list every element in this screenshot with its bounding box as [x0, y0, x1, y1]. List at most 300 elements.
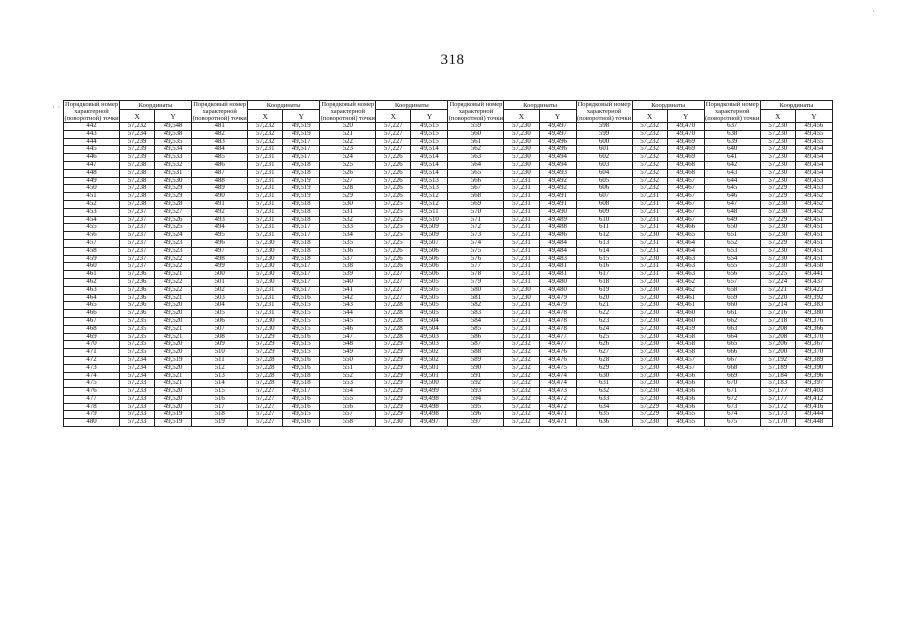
point-number-cell: 634: [576, 403, 632, 411]
x-coordinate-cell: 57,173: [760, 411, 795, 419]
point-number-cell: 635: [576, 411, 632, 419]
x-coordinate-cell: 57,230: [760, 123, 795, 131]
x-coordinate-cell: 57,226: [376, 161, 411, 169]
y-coordinate-cell: 49,501: [411, 364, 448, 372]
x-coordinate-cell: 57,230: [504, 154, 539, 162]
y-coordinate-cell: 49,467: [667, 185, 704, 193]
y-coordinate-cell: 49,473: [539, 388, 576, 396]
point-number-cell: 524: [320, 154, 376, 162]
y-coordinate-cell: 49,521: [155, 271, 192, 279]
y-coordinate-cell: 49,496: [539, 138, 576, 146]
y-coordinate-cell: 49,509: [411, 232, 448, 240]
table-row: [64, 302, 833, 310]
y-coordinate-cell: 49,521: [155, 294, 192, 302]
point-number-cell: 670: [704, 380, 760, 388]
y-coordinate-cell: 49,503: [411, 333, 448, 341]
header-y: Y: [795, 110, 832, 123]
y-coordinate-cell: 49,461: [667, 302, 704, 310]
y-coordinate-cell: 49,520: [155, 317, 192, 325]
y-coordinate-cell: 49,515: [411, 130, 448, 138]
y-coordinate-cell: 49,459: [667, 325, 704, 333]
point-number-cell: 545: [320, 317, 376, 325]
table-row: [64, 130, 833, 138]
x-coordinate-cell: 57,230: [760, 200, 795, 208]
y-coordinate-cell: 49,516: [283, 419, 320, 427]
y-coordinate-cell: 49,500: [411, 380, 448, 388]
y-coordinate-cell: 49,512: [411, 193, 448, 201]
point-number-cell: 661: [704, 310, 760, 318]
x-coordinate-cell: 57,239: [120, 154, 155, 162]
x-coordinate-cell: 57,227: [248, 395, 283, 403]
table-row: [64, 278, 833, 286]
y-coordinate-cell: 49,455: [795, 130, 832, 138]
point-number-cell: 569: [448, 200, 504, 208]
point-number-cell: 555: [320, 395, 376, 403]
table-row: [64, 146, 833, 154]
x-coordinate-cell: 57,231: [632, 200, 667, 208]
y-coordinate-cell: 49,515: [283, 310, 320, 318]
point-number-cell: 597: [448, 419, 504, 427]
point-number-cell: 536: [320, 247, 376, 255]
point-number-cell: 662: [704, 317, 760, 325]
x-coordinate-cell: 57,229: [376, 349, 411, 357]
table-row: [64, 317, 833, 325]
page-number: 318: [440, 52, 465, 68]
x-coordinate-cell: 57,234: [120, 356, 155, 364]
y-coordinate-cell: 49,530: [155, 177, 192, 185]
y-coordinate-cell: 49,515: [283, 341, 320, 349]
x-coordinate-cell: 57,225: [376, 239, 411, 247]
point-number-cell: 471: [64, 349, 120, 357]
point-number-cell: 607: [576, 193, 632, 201]
x-coordinate-cell: 57,229: [376, 411, 411, 419]
point-number-cell: 605: [576, 177, 632, 185]
point-number-cell: 482: [192, 130, 248, 138]
point-number-cell: 500: [192, 271, 248, 279]
x-coordinate-cell: 57,227: [376, 294, 411, 302]
point-number-cell: 561: [448, 138, 504, 146]
point-number-cell: 587: [448, 341, 504, 349]
point-number-cell: 467: [64, 317, 120, 325]
y-coordinate-cell: 49,517: [283, 224, 320, 232]
x-coordinate-cell: 57,231: [248, 294, 283, 302]
y-coordinate-cell: 49,498: [411, 403, 448, 411]
point-number-cell: 508: [192, 333, 248, 341]
y-coordinate-cell: 49,483: [539, 255, 576, 263]
point-number-cell: 516: [192, 395, 248, 403]
point-number-cell: 554: [320, 388, 376, 396]
y-coordinate-cell: 49,523: [155, 247, 192, 255]
point-number-cell: 476: [64, 388, 120, 396]
x-coordinate-cell: 57,230: [632, 278, 667, 286]
y-coordinate-cell: 49,452: [795, 193, 832, 201]
point-number-cell: 601: [576, 146, 632, 154]
x-coordinate-cell: 57,236: [120, 286, 155, 294]
y-coordinate-cell: 49,515: [411, 138, 448, 146]
point-number-cell: 576: [448, 255, 504, 263]
x-coordinate-cell: 57,230: [248, 255, 283, 263]
point-number-cell: 573: [448, 232, 504, 240]
y-coordinate-cell: 49,476: [539, 349, 576, 357]
point-number-cell: 613: [576, 239, 632, 247]
x-coordinate-cell: 57,226: [376, 185, 411, 193]
x-coordinate-cell: 57,230: [504, 130, 539, 138]
y-coordinate-cell: 49,531: [155, 169, 192, 177]
y-coordinate-cell: 49,501: [411, 372, 448, 380]
x-coordinate-cell: 57,230: [504, 286, 539, 294]
y-coordinate-cell: 49,471: [539, 411, 576, 419]
point-number-cell: 450: [64, 185, 120, 193]
y-coordinate-cell: 49,441: [795, 271, 832, 279]
y-coordinate-cell: 49,504: [411, 325, 448, 333]
header-y: Y: [155, 110, 192, 123]
y-coordinate-cell: 49,517: [283, 388, 320, 396]
point-number-cell: 534: [320, 232, 376, 240]
table-row: [64, 395, 833, 403]
x-coordinate-cell: 57,231: [248, 302, 283, 310]
point-number-cell: 600: [576, 138, 632, 146]
y-coordinate-cell: 49,520: [155, 403, 192, 411]
point-number-cell: 590: [448, 364, 504, 372]
x-coordinate-cell: 57,230: [760, 247, 795, 255]
header-y: Y: [283, 110, 320, 123]
y-coordinate-cell: 49,486: [539, 232, 576, 240]
x-coordinate-cell: 57,230: [760, 130, 795, 138]
x-coordinate-cell: 57,226: [376, 177, 411, 185]
point-number-cell: 644: [704, 177, 760, 185]
point-number-cell: 657: [704, 278, 760, 286]
y-coordinate-cell: 49,370: [795, 349, 832, 357]
x-coordinate-cell: 57,232: [120, 123, 155, 131]
y-coordinate-cell: 49,520: [155, 349, 192, 357]
point-number-cell: 579: [448, 278, 504, 286]
x-coordinate-cell: 57,226: [376, 263, 411, 271]
y-coordinate-cell: 49,456: [795, 123, 832, 131]
x-coordinate-cell: 57,238: [120, 185, 155, 193]
y-coordinate-cell: 49,453: [795, 177, 832, 185]
y-coordinate-cell: 49,469: [667, 146, 704, 154]
point-number-cell: 594: [448, 395, 504, 403]
point-number-cell: 518: [192, 411, 248, 419]
x-coordinate-cell: 57,230: [248, 263, 283, 271]
point-number-cell: 538: [320, 263, 376, 271]
x-coordinate-cell: 57,231: [248, 216, 283, 224]
x-coordinate-cell: 57,230: [760, 232, 795, 240]
x-coordinate-cell: 57,226: [376, 169, 411, 177]
header-coordinates: Координаты: [760, 101, 832, 110]
point-number-cell: 489: [192, 185, 248, 193]
y-coordinate-cell: 49,463: [667, 255, 704, 263]
x-coordinate-cell: 57,231: [504, 177, 539, 185]
y-coordinate-cell: 49,496: [539, 146, 576, 154]
point-number-cell: 649: [704, 216, 760, 224]
point-number-cell: 616: [576, 263, 632, 271]
x-coordinate-cell: 57,231: [504, 278, 539, 286]
x-coordinate-cell: 57,232: [504, 364, 539, 372]
x-coordinate-cell: 57,231: [504, 302, 539, 310]
point-number-cell: 640: [704, 146, 760, 154]
y-coordinate-cell: 49,463: [667, 263, 704, 271]
table-row: [64, 411, 833, 419]
y-coordinate-cell: 49,509: [411, 224, 448, 232]
y-coordinate-cell: 49,458: [667, 341, 704, 349]
header-point-number: Порядковый номер характерной (поворотной) точки: [705, 101, 760, 122]
x-coordinate-cell: 57,235: [120, 325, 155, 333]
point-number-cell: 460: [64, 263, 120, 271]
x-coordinate-cell: 57,228: [376, 333, 411, 341]
point-number-cell: 638: [704, 130, 760, 138]
point-number-cell: 615: [576, 255, 632, 263]
point-number-cell: 658: [704, 286, 760, 294]
y-coordinate-cell: 49,469: [667, 154, 704, 162]
y-coordinate-cell: 49,467: [667, 216, 704, 224]
point-number-cell: 457: [64, 239, 120, 247]
x-coordinate-cell: 57,231: [504, 255, 539, 263]
x-coordinate-cell: 57,230: [504, 146, 539, 154]
x-coordinate-cell: 57,232: [632, 130, 667, 138]
table-row: [64, 193, 833, 201]
x-coordinate-cell: 57,235: [120, 333, 155, 341]
y-coordinate-cell: 49,502: [411, 349, 448, 357]
point-number-cell: 633: [576, 395, 632, 403]
point-number-cell: 487: [192, 169, 248, 177]
x-coordinate-cell: 57,200: [760, 349, 795, 357]
point-number-cell: 511: [192, 356, 248, 364]
y-coordinate-cell: 49,437: [795, 278, 832, 286]
table-row: [64, 200, 833, 208]
point-number-cell: 483: [192, 138, 248, 146]
point-number-cell: 522: [320, 138, 376, 146]
table-header: [64, 101, 833, 123]
y-coordinate-cell: 49,470: [667, 130, 704, 138]
y-coordinate-cell: 49,516: [283, 294, 320, 302]
y-coordinate-cell: 49,472: [539, 403, 576, 411]
y-coordinate-cell: 49,521: [155, 333, 192, 341]
point-number-cell: 449: [64, 177, 120, 185]
point-number-cell: 627: [576, 349, 632, 357]
x-coordinate-cell: 57,232: [632, 185, 667, 193]
point-number-cell: 503: [192, 294, 248, 302]
header-coordinates: Координаты: [120, 101, 192, 110]
point-number-cell: 514: [192, 380, 248, 388]
point-number-cell: 520: [320, 123, 376, 131]
y-coordinate-cell: 49,458: [667, 349, 704, 357]
table-row: [64, 333, 833, 341]
y-coordinate-cell: 49,506: [411, 247, 448, 255]
y-coordinate-cell: 49,497: [539, 130, 576, 138]
point-number-cell: 505: [192, 310, 248, 318]
point-number-cell: 512: [192, 364, 248, 372]
y-coordinate-cell: 49,517: [283, 278, 320, 286]
x-coordinate-cell: 57,221: [760, 286, 795, 294]
x-coordinate-cell: 57,172: [760, 403, 795, 411]
y-coordinate-cell: 49,520: [155, 310, 192, 318]
x-coordinate-cell: 57,232: [632, 138, 667, 146]
point-number-cell: 608: [576, 200, 632, 208]
x-coordinate-cell: 57,231: [632, 271, 667, 279]
y-coordinate-cell: 49,392: [795, 294, 832, 302]
y-coordinate-cell: 49,506: [411, 255, 448, 263]
x-coordinate-cell: 57,231: [248, 224, 283, 232]
point-number-cell: 642: [704, 161, 760, 169]
x-coordinate-cell: 57,232: [504, 349, 539, 357]
table-row: [64, 169, 833, 177]
y-coordinate-cell: 49,532: [155, 161, 192, 169]
point-number-cell: 504: [192, 302, 248, 310]
x-coordinate-cell: 57,230: [760, 154, 795, 162]
y-coordinate-cell: 49,450: [795, 263, 832, 271]
point-number-cell: 513: [192, 372, 248, 380]
point-number-cell: 485: [192, 154, 248, 162]
point-number-cell: 629: [576, 364, 632, 372]
point-number-cell: 570: [448, 208, 504, 216]
x-coordinate-cell: 57,189: [760, 364, 795, 372]
point-number-cell: 659: [704, 294, 760, 302]
y-coordinate-cell: 49,520: [155, 302, 192, 310]
y-coordinate-cell: 49,534: [155, 146, 192, 154]
point-number-cell: 575: [448, 247, 504, 255]
y-coordinate-cell: 49,468: [667, 169, 704, 177]
x-coordinate-cell: 57,231: [504, 325, 539, 333]
point-number-cell: 509: [192, 341, 248, 349]
y-coordinate-cell: 49,456: [667, 372, 704, 380]
x-coordinate-cell: 57,231: [504, 216, 539, 224]
table-row: [64, 271, 833, 279]
x-coordinate-cell: 57,231: [248, 286, 283, 294]
x-coordinate-cell: 57,231: [632, 216, 667, 224]
x-coordinate-cell: 57,237: [120, 232, 155, 240]
y-coordinate-cell: 49,523: [155, 239, 192, 247]
x-coordinate-cell: 57,237: [120, 263, 155, 271]
y-coordinate-cell: 49,514: [411, 161, 448, 169]
y-coordinate-cell: 49,511: [411, 208, 448, 216]
x-coordinate-cell: 57,236: [120, 302, 155, 310]
point-number-cell: 581: [448, 294, 504, 302]
y-coordinate-cell: 49,513: [411, 185, 448, 193]
y-coordinate-cell: 49,476: [539, 356, 576, 364]
y-coordinate-cell: 49,460: [667, 310, 704, 318]
point-number-cell: 553: [320, 380, 376, 388]
point-number-cell: 626: [576, 341, 632, 349]
point-number-cell: 655: [704, 263, 760, 271]
x-coordinate-cell: 57,226: [376, 193, 411, 201]
table-row: [64, 255, 833, 263]
point-number-cell: 647: [704, 200, 760, 208]
point-number-cell: 654: [704, 255, 760, 263]
x-coordinate-cell: 57,232: [504, 356, 539, 364]
y-coordinate-cell: 49,451: [795, 216, 832, 224]
x-coordinate-cell: 57,230: [632, 286, 667, 294]
point-number-cell: 486: [192, 161, 248, 169]
point-number-cell: 584: [448, 317, 504, 325]
x-coordinate-cell: 57,238: [120, 193, 155, 201]
y-coordinate-cell: 49,527: [155, 208, 192, 216]
x-coordinate-cell: 57,231: [248, 185, 283, 193]
table-row: [64, 372, 833, 380]
x-coordinate-cell: 57,216: [760, 310, 795, 318]
x-coordinate-cell: 57,227: [248, 419, 283, 427]
x-coordinate-cell: 57,229: [632, 403, 667, 411]
point-number-cell: 592: [448, 380, 504, 388]
table-row: [64, 349, 833, 357]
point-number-cell: 446: [64, 154, 120, 162]
x-coordinate-cell: 57,230: [632, 356, 667, 364]
point-number-cell: 637: [704, 123, 760, 131]
y-coordinate-cell: 49,474: [539, 380, 576, 388]
y-coordinate-cell: 49,468: [667, 161, 704, 169]
point-number-cell: 602: [576, 154, 632, 162]
y-coordinate-cell: 49,525: [155, 224, 192, 232]
x-coordinate-cell: 57,231: [504, 317, 539, 325]
x-coordinate-cell: 57,230: [632, 294, 667, 302]
point-number-cell: 491: [192, 200, 248, 208]
x-coordinate-cell: 57,232: [504, 395, 539, 403]
x-coordinate-cell: 57,230: [760, 169, 795, 177]
point-number-cell: 454: [64, 216, 120, 224]
point-number-cell: 535: [320, 239, 376, 247]
x-coordinate-cell: 57,184: [760, 372, 795, 380]
point-number-cell: 648: [704, 208, 760, 216]
point-number-cell: 544: [320, 310, 376, 318]
x-coordinate-cell: 57,225: [376, 200, 411, 208]
scan-mark: ·: [872, 6, 875, 16]
x-coordinate-cell: 57,227: [248, 388, 283, 396]
y-coordinate-cell: 49,489: [539, 216, 576, 224]
y-coordinate-cell: 49,506: [411, 263, 448, 271]
y-coordinate-cell: 49,529: [155, 185, 192, 193]
header-point-number: Порядковый номер характерной (поворотной) точки: [320, 101, 375, 122]
y-coordinate-cell: 49,457: [667, 364, 704, 372]
x-coordinate-cell: 57,228: [376, 302, 411, 310]
table-row: [64, 177, 833, 185]
point-number-cell: 552: [320, 372, 376, 380]
point-number-cell: 568: [448, 193, 504, 201]
x-coordinate-cell: 57,230: [632, 388, 667, 396]
point-number-cell: 611: [576, 224, 632, 232]
x-coordinate-cell: 57,231: [504, 232, 539, 240]
x-coordinate-cell: 57,227: [376, 138, 411, 146]
point-number-cell: 533: [320, 224, 376, 232]
x-coordinate-cell: 57,232: [632, 123, 667, 131]
point-number-cell: 466: [64, 310, 120, 318]
y-coordinate-cell: 49,529: [155, 193, 192, 201]
header-point-number: Порядковый номер характерной (поворотной) точки: [64, 101, 119, 122]
y-coordinate-cell: 49,514: [411, 169, 448, 177]
x-coordinate-cell: 57,231: [504, 263, 539, 271]
point-number-cell: 630: [576, 372, 632, 380]
table-row: [64, 341, 833, 349]
y-coordinate-cell: 49,533: [155, 154, 192, 162]
x-coordinate-cell: 57,229: [248, 349, 283, 357]
point-number-cell: 462: [64, 278, 120, 286]
y-coordinate-cell: 49,451: [795, 239, 832, 247]
x-coordinate-cell: 57,230: [760, 255, 795, 263]
x-coordinate-cell: 57,232: [504, 403, 539, 411]
x-coordinate-cell: 57,229: [376, 372, 411, 380]
point-number-cell: 588: [448, 349, 504, 357]
y-coordinate-cell: 49,519: [155, 356, 192, 364]
point-number-cell: 543: [320, 302, 376, 310]
x-coordinate-cell: 57,227: [376, 278, 411, 286]
point-number-cell: 473: [64, 364, 120, 372]
x-coordinate-cell: 57,233: [120, 388, 155, 396]
y-coordinate-cell: 49,456: [667, 388, 704, 396]
x-coordinate-cell: 57,177: [760, 395, 795, 403]
point-number-cell: 620: [576, 294, 632, 302]
point-number-cell: 550: [320, 356, 376, 364]
y-coordinate-cell: 49,515: [283, 411, 320, 419]
y-coordinate-cell: 49,423: [795, 286, 832, 294]
